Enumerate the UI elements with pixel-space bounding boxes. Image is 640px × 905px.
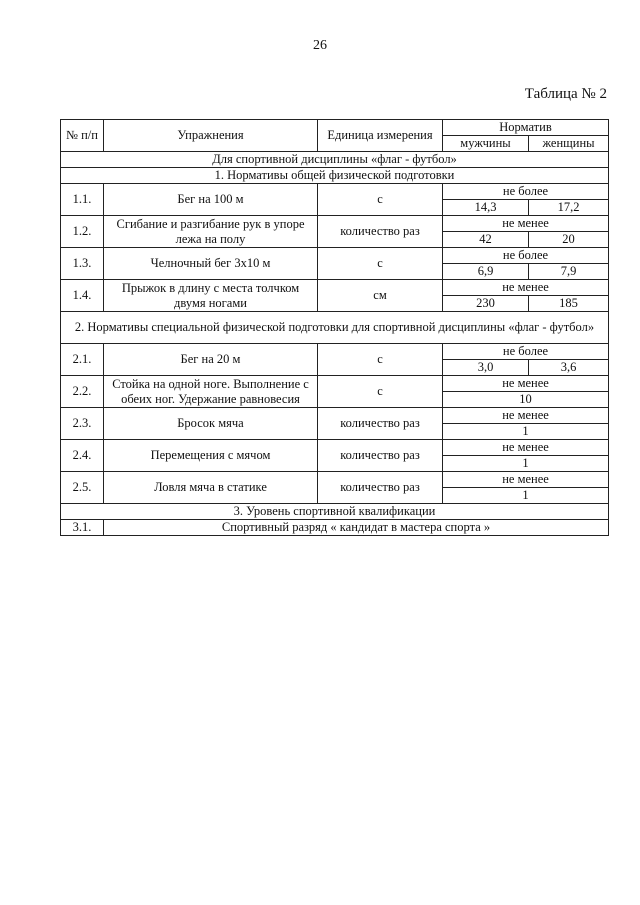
row-exercise: Прыжок в длину с места толчком двумя ногами bbox=[104, 280, 318, 312]
discipline-heading: Для спортивной дисциплины «флаг - футбол» bbox=[61, 152, 609, 168]
row-exercise: Бег на 100 м bbox=[104, 184, 318, 216]
row-men-value: 14,3 bbox=[443, 200, 529, 216]
row-unit: с bbox=[318, 184, 443, 216]
header-women: женщины bbox=[529, 136, 609, 152]
norms-table bbox=[60, 119, 609, 536]
row-men-value: 6,9 bbox=[443, 264, 529, 280]
row-exercise: Стойка на одной ноге. Выполнение с обеих ног. Удержание равновесия bbox=[104, 376, 318, 408]
table-caption: Таблица № 2 bbox=[524, 86, 607, 102]
row-condition: не более bbox=[443, 344, 609, 360]
row-num: 2.1. bbox=[61, 344, 104, 376]
header-exercise: Упражнения bbox=[104, 120, 318, 152]
row-value: 1 bbox=[443, 424, 609, 440]
row-num: 3.1. bbox=[61, 520, 104, 536]
row-condition: не менее bbox=[443, 472, 609, 488]
row-num: 2.3. bbox=[61, 408, 104, 440]
row-unit: количество раз bbox=[318, 408, 443, 440]
row-women-value: 3,6 bbox=[529, 360, 609, 376]
row-unit: количество раз bbox=[318, 440, 443, 472]
row-num: 1.3. bbox=[61, 248, 104, 280]
row-condition: не менее bbox=[443, 280, 609, 296]
section-3-heading: 3. Уровень спортивной квалификации bbox=[61, 504, 609, 520]
row-condition: не менее bbox=[443, 376, 609, 392]
page-number: 26 bbox=[313, 38, 327, 53]
row-exercise: Сгибание и разгибание рук в упоре лежа на полу bbox=[104, 216, 318, 248]
row-exercise: Бросок мяча bbox=[104, 408, 318, 440]
row-condition: не более bbox=[443, 184, 609, 200]
row-women-value: 20 bbox=[529, 232, 609, 248]
header-norm: Норматив bbox=[443, 120, 609, 136]
section-1-heading: 1. Нормативы общей физической подготовки bbox=[61, 168, 609, 184]
row-num: 1.2. bbox=[61, 216, 104, 248]
row-men-value: 230 bbox=[443, 296, 529, 312]
row-women-value: 17,2 bbox=[529, 200, 609, 216]
row-value: 1 bbox=[443, 488, 609, 504]
row-value: 1 bbox=[443, 456, 609, 472]
row-num: 1.1. bbox=[61, 184, 104, 216]
row-women-value: 7,9 bbox=[529, 264, 609, 280]
row-unit: количество раз bbox=[318, 472, 443, 504]
row-unit: с bbox=[318, 376, 443, 408]
row-num: 2.2. bbox=[61, 376, 104, 408]
row-condition: не более bbox=[443, 248, 609, 264]
row-exercise: Бег на 20 м bbox=[104, 344, 318, 376]
row-women-value: 185 bbox=[529, 296, 609, 312]
row-num: 2.5. bbox=[61, 472, 104, 504]
row-condition: не менее bbox=[443, 408, 609, 424]
header-unit: Единица измерения bbox=[318, 120, 443, 152]
row-exercise: Перемещения с мячом bbox=[104, 440, 318, 472]
header-men: мужчины bbox=[443, 136, 529, 152]
section-2-heading: 2. Нормативы специальной физической подготовки для спортивной дисциплины «флаг - футбол» bbox=[61, 312, 609, 344]
row-exercise: Ловля мяча в статике bbox=[104, 472, 318, 504]
row-unit: с bbox=[318, 248, 443, 280]
header-num: № п/п bbox=[61, 120, 104, 152]
row-num: 1.4. bbox=[61, 280, 104, 312]
row-num: 2.4. bbox=[61, 440, 104, 472]
row-value: 10 bbox=[443, 392, 609, 408]
row-condition: не менее bbox=[443, 440, 609, 456]
row-unit: с bbox=[318, 344, 443, 376]
row-men-value: 3,0 bbox=[443, 360, 529, 376]
row-condition: не менее bbox=[443, 216, 609, 232]
qualification-text: Спортивный разряд « кандидат в мастера спорта » bbox=[104, 520, 609, 536]
row-unit: см bbox=[318, 280, 443, 312]
row-exercise: Челночный бег 3x10 м bbox=[104, 248, 318, 280]
row-men-value: 42 bbox=[443, 232, 529, 248]
row-unit: количество раз bbox=[318, 216, 443, 248]
